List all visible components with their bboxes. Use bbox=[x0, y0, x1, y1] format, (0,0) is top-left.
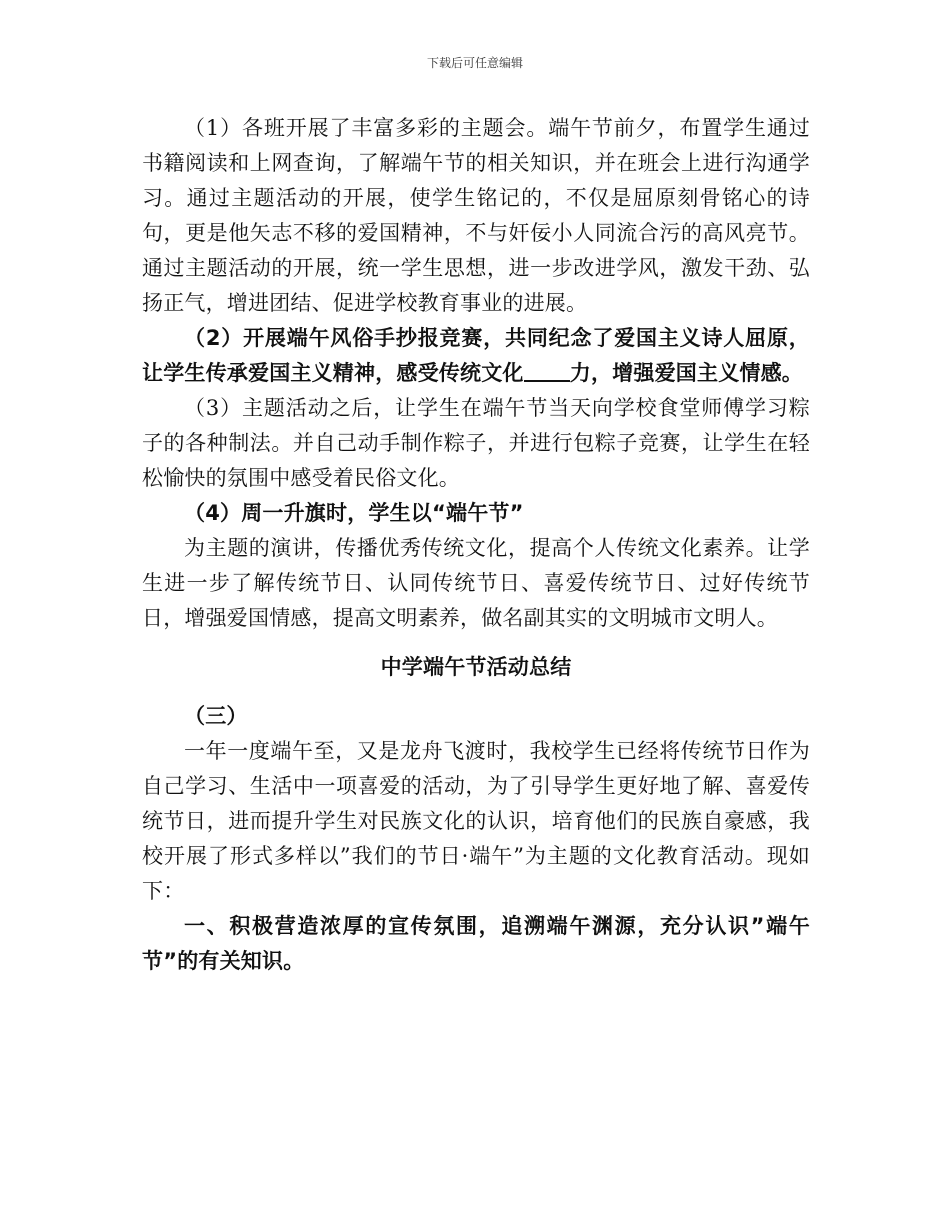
section-number: （三） bbox=[184, 704, 248, 728]
paragraph-activity-4: （4）周一升旗时，学生以“端午节” bbox=[184, 501, 524, 525]
paragraph-heading-one: 一、积极营造浓厚的宣传氛围，追溯端午渊源，充分认识”端午节”的有关知识。 bbox=[142, 914, 810, 973]
fill-in-blank bbox=[524, 357, 570, 382]
paragraph-introduction: 一年一度端午至，又是龙舟飞渡时，我校学生已经将传统节日作为自己学习、生活中一项喜爱的活动，为了引导学生更好地了解、喜爱传统节日，进而提升学生对民族文化的认识，培育他们的民族自豪感，我校开展了形式多样以”我们的节日·端午”为主题的文化教育活动。现如下： bbox=[142, 739, 810, 903]
paragraph-activity-1: （1）各班开展了丰富多彩的主题会。端午节前夕，布置学生通过书籍阅读和上网查询，了解端午节的相关知识，并在班会上进行沟通学习。通过主题活动的开展，使学生铭记的，不仅是屈原刻骨铭心的诗句，更是他矢志不移的爱国精神，不与奸佞小人同流合污的高风亮节。通过主题活动的开展，统一学生思想，进一步改进学风，激发干劲、弘扬正气，增进团结、促进学校教育事业的进展。 bbox=[142, 116, 810, 315]
paragraph-activity-2-part-1: （2）开展端午风俗手抄报竞赛，共同纪念了爱国主义诗人屈原，让学生传承爱国主义精神，感受传统文化 bbox=[142, 326, 810, 385]
document-body bbox=[142, 111, 810, 979]
paragraph-activity-4-continued: 为主题的演讲，传播优秀传统文化，提高个人传统文化素养。让学生进一步了解传统节日、认同传统节日、喜爱传统节日、过好传统节日，增强爱国情感，提高文明素养，做名副其实的文明城市文明人。 bbox=[142, 536, 810, 630]
document-title: 中学端午节活动总结 bbox=[380, 655, 572, 679]
paragraph-activity-2-part-2: 力，增强爱国主义情感。 bbox=[569, 361, 803, 385]
paragraph-activity-3: （3）主题活动之后，让学生在端午节当天向学校食堂师傅学习粽子的各种制法。并自己动手制作粽子，并进行包粽子竞赛，让学生在轻松愉快的氛围中感受着民俗文化。 bbox=[142, 396, 810, 490]
header-note: 下载后可任意编辑 bbox=[426, 56, 523, 70]
paragraph-activity-2 bbox=[142, 321, 810, 391]
